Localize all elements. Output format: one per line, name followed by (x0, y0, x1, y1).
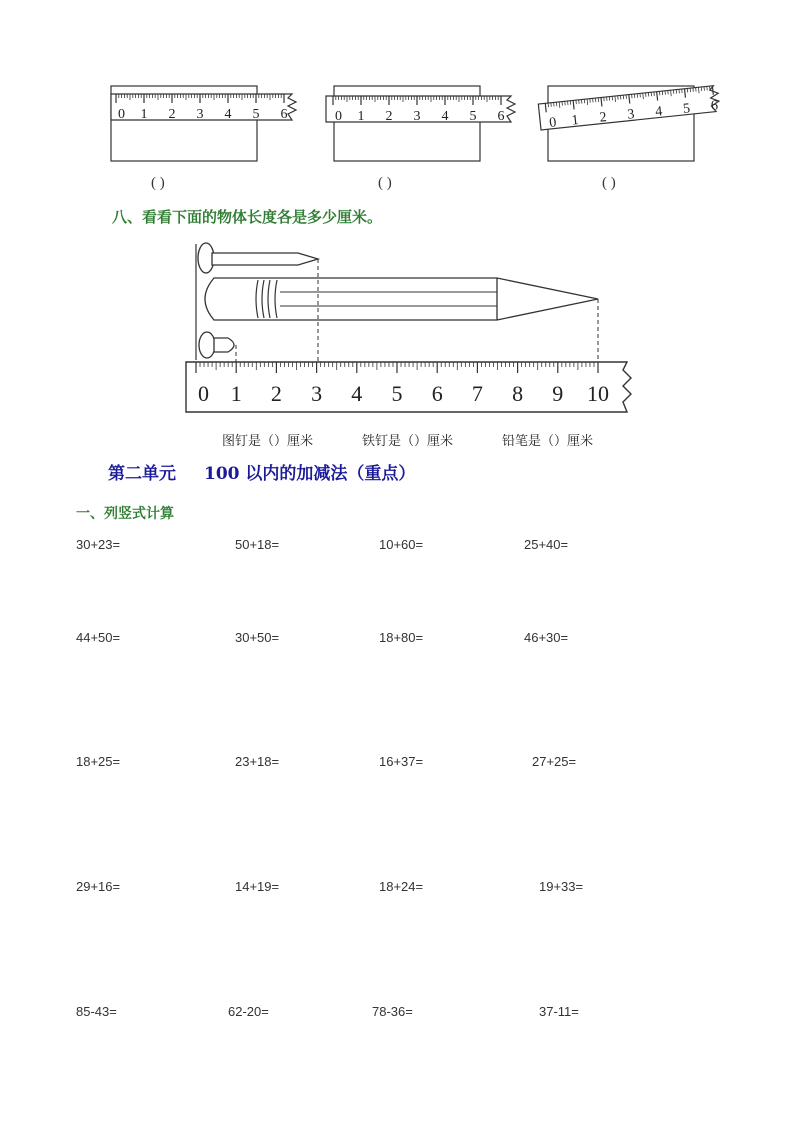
ruler-1-number: 6 (280, 107, 288, 122)
problem: 23+18= (235, 754, 280, 769)
ruler-2-number: 2 (385, 109, 393, 124)
big-ruler-number: 3 (311, 381, 323, 406)
unit-2-topic: 100 以内的加减法（重点） (204, 464, 416, 484)
big-ruler-number: 10 (587, 381, 609, 406)
problem: 27+25= (532, 754, 577, 769)
ruler-3-number: 4 (654, 104, 664, 120)
ruler-3-number: 3 (626, 107, 636, 123)
unit-2-name: 第二单元 (108, 464, 176, 484)
problem: 78-36= (372, 1004, 413, 1019)
thumbtack-label: 图钉是（）厘米 (222, 434, 314, 449)
exercise-1-title: 一、列竖式计算 (76, 506, 174, 522)
big-ruler-number: 0 (198, 381, 209, 406)
problem: 44+50= (76, 630, 121, 645)
ruler-2-number: 4 (441, 109, 449, 124)
object-measure-diagram (0, 0, 794, 420)
problem: 30+23= (76, 537, 121, 552)
ruler-1-number: 0 (118, 107, 125, 122)
ruler-3-number: 2 (598, 110, 608, 126)
problem: 16+37= (379, 754, 424, 769)
big-ruler-number: 1 (230, 381, 242, 406)
ruler-2-number: 5 (469, 109, 477, 124)
pencil-icon (205, 278, 598, 320)
problem: 50+18= (235, 537, 280, 552)
problem: 19+33= (539, 879, 584, 894)
ruler-3-number: 5 (682, 101, 691, 117)
problem: 25+40= (524, 537, 569, 552)
ruler-3-number: 1 (571, 112, 580, 129)
problem: 62-20= (228, 1004, 269, 1019)
problem: 46+30= (524, 630, 569, 645)
ruler-1-number: 4 (224, 107, 232, 122)
ruler-3-number: 0 (548, 115, 558, 131)
ruler-2-number: 3 (413, 109, 421, 124)
problem: 29+16= (76, 879, 121, 894)
answer-paren-1[interactable]: ( ) (151, 175, 165, 191)
problem: 37-11= (539, 1004, 579, 1019)
ruler-1-number: 5 (252, 107, 260, 122)
big-ruler-number: 7 (471, 381, 483, 406)
problem: 18+24= (379, 879, 424, 894)
big-ruler-number: 4 (351, 381, 363, 406)
ruler-2-number: 1 (357, 109, 365, 124)
problem: 10+60= (379, 537, 424, 552)
section-8-title: 八、看看下面的物体长度各是多少厘米。 (112, 208, 383, 226)
ruler-2-number: 0 (335, 109, 342, 124)
nail-icon (198, 243, 318, 273)
ruler-1-number: 3 (196, 107, 204, 122)
big-ruler (186, 362, 631, 412)
problem: 85-43= (76, 1004, 117, 1019)
big-ruler-number: 6 (431, 381, 443, 406)
ruler-1-number: 2 (168, 107, 176, 122)
pencil-label: 铅笔是（）厘米 (502, 434, 594, 449)
problem: 18+25= (76, 754, 121, 769)
ruler-1-number: 1 (140, 107, 148, 122)
problem: 30+50= (235, 630, 280, 645)
big-ruler-number: 9 (552, 381, 564, 406)
problem: 18+80= (379, 630, 424, 645)
big-ruler-number: 2 (270, 381, 282, 406)
big-ruler-number: 8 (512, 381, 524, 406)
ruler-2-number: 6 (497, 109, 505, 124)
answer-paren-3[interactable]: ( ) (602, 175, 616, 191)
nail-label: 铁钉是（）厘米 (362, 434, 454, 449)
thumbtack-icon (199, 332, 234, 358)
unit-2-heading (108, 459, 415, 484)
big-ruler-number: 5 (391, 381, 403, 406)
answer-paren-2[interactable]: ( ) (378, 175, 392, 191)
ruler-3-number: 6 (710, 98, 719, 115)
problem: 14+19= (235, 879, 280, 894)
